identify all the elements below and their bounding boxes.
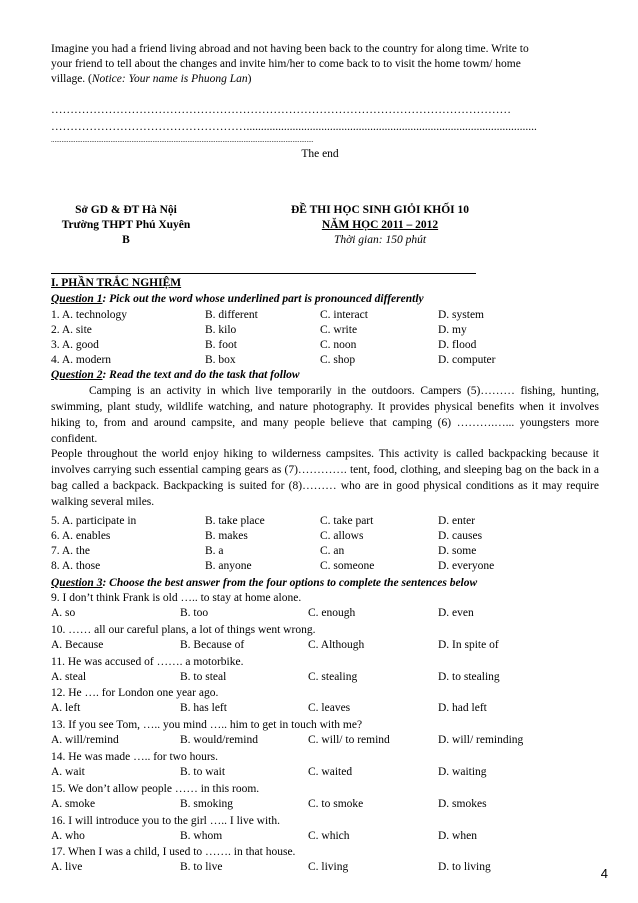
q3-item-13-option-c: C. will/ to remind (308, 734, 390, 747)
q3-item-13-option-a: A. will/remind (51, 734, 119, 747)
q3-item-11-option-d: D. to stealing (438, 670, 500, 683)
q3-item-10-stem: 10. …… all our careful plans, a lot of things went wrong. (51, 623, 316, 636)
q3-item-14-option-d: D. waiting (438, 766, 487, 778)
school-year: NĂM HỌC 2011 – 2012 (321, 219, 439, 231)
answer-dots-3: ...................................................................................................................................................... (51, 136, 314, 144)
page-number: 4 (600, 866, 608, 881)
q3-item-12-option-b: B. has left (180, 702, 227, 715)
q2-row-1-option-b: B. take place (205, 515, 265, 527)
header-school-b: B (122, 234, 130, 246)
q1-row-2-option-b: B. kilo (205, 324, 237, 336)
q1-row-3-option-c: C. noon (320, 339, 357, 351)
q2-row-3-option-b: B. a (205, 545, 224, 557)
q2-row-2-option-a: 6. A. enables (51, 530, 111, 542)
q3-item-16-option-d: D. when (438, 829, 477, 842)
the-end: The end (301, 148, 339, 160)
q3-item-14-stem: 14. He was made ….. for two hours. (51, 751, 219, 763)
q3-item-13-option-d: D. will/ reminding (438, 734, 524, 747)
reading-paragraph-2: People throughout the world enjoy hiking to wilderness campsites. This activity is called backpacking because it involves carrying such essential camping gears as (7)…………. tent, food, clothing, and sleeping bag on the back in a bag called a backpack. Backpacking is suited for (8)……… who are in good physical conditions as it may require walking several miles. (51, 448, 599, 508)
q3-item-9-option-a: A. so (51, 607, 76, 619)
q2-row-2-option-d: D. causes (438, 530, 483, 542)
q3-item-16-option-c: C. which (308, 829, 350, 842)
answer-dots-1: ………………………………………………………………………………………………………… (51, 104, 511, 116)
reading-paragraph-1: Camping is an activity in which live temporarily in the outdoors. Campers (5)……… fishing, hunting, swimming, plant study, wildlife watching, and nature photography. It provides physical benefits when it involves hiking to, from and around campsite, and many people believe that camping (6) ……….…... youngsters more confident. (51, 385, 599, 445)
q1-row-1-option-c: C. interact (320, 309, 368, 321)
q1-row-2-option-d: D. my (438, 324, 467, 336)
answer-dots-2: ……………………………………………..................................................................................................... (51, 121, 537, 133)
q3-item-10-option-b: B. Because of (180, 638, 245, 651)
divider (51, 273, 476, 274)
q3-item-9-option-b: B. too (180, 607, 209, 619)
q1-row-2-option-c: C. write (320, 324, 358, 336)
q1-row-3-option-d: D. flood (438, 339, 477, 351)
q2-row-4-option-d: D. everyone (438, 560, 495, 572)
q3-item-11-option-a: A. steal (51, 670, 87, 683)
q2-row-4-option-b: B. anyone (205, 560, 252, 572)
q2-row-4-option-a: 8. A. those (51, 560, 101, 572)
q3-item-12-option-a: A. left (51, 702, 81, 715)
q3-item-11-option-c: C. stealing (308, 670, 358, 683)
q1-row-3-option-b: B. foot (205, 339, 237, 351)
q3-item-12-option-d: D. had left (438, 702, 487, 715)
q3-item-15-option-a: A. smoke (51, 797, 96, 810)
q1-row-3-option-a: 3. A. good (51, 339, 99, 351)
q3-item-17-option-c: C. living (308, 861, 349, 874)
q2-row-3-option-d: D. some (438, 545, 477, 557)
q3-item-12-stem: 12. He …. for London one year ago. (51, 687, 219, 700)
q1-row-1-option-a: 1. A. technology (51, 309, 128, 321)
q3-item-11-option-b: B. to steal (180, 670, 227, 683)
question-2-title: Question 2: Read the text and do the task that follow (51, 369, 300, 381)
q2-row-1-option-d: D. enter (438, 515, 476, 527)
exam-duration: Thời gian: 150 phút (333, 234, 427, 246)
q3-item-13-option-b: B. would/remind (180, 734, 258, 747)
q3-item-17-option-d: D. to living (438, 861, 491, 874)
q2-row-1-option-c: C. take part (320, 515, 374, 527)
intro-line-3: village. (Notice: Your name is Phuong Lan) (51, 73, 252, 85)
q3-item-9-option-c: C. enough (308, 607, 356, 619)
q3-item-16-option-b: B. whom (180, 829, 223, 842)
q1-row-4-option-a: 4. A. modern (51, 354, 112, 366)
q3-item-14-option-b: B. to wait (180, 766, 226, 778)
q1-row-4-option-b: B. box (205, 354, 236, 366)
q3-item-17-option-b: B. to live (180, 861, 223, 874)
exam-title: ĐỀ THI HỌC SINH GIỎI KHỐI 10 (290, 204, 470, 216)
q2-row-1-option-a: 5. A. participate in (51, 515, 137, 527)
q3-item-16-option-a: A. who (51, 829, 85, 842)
q2-row-4-option-c: C. someone (320, 560, 375, 572)
q1-row-1-option-d: D. system (438, 309, 484, 321)
question-3-title: Question 3: Choose the best answer from the four options to complete the sentences below (51, 577, 478, 589)
q3-item-15-option-d: D. smokes (438, 797, 487, 810)
q3-item-9-stem: 9. I don’t think Frank is old ….. to stay at home alone. (51, 592, 302, 604)
intro-line-1: Imagine you had a friend living abroad and not having been back to the country for along time. Write to (51, 43, 529, 55)
q3-item-11-stem: 11. He was accused of ……. a motorbike. (51, 655, 244, 668)
q2-row-2-option-c: C. allows (320, 530, 364, 542)
q1-row-1-option-b: B. different (205, 309, 258, 321)
q1-row-4-option-d: D. computer (438, 354, 496, 366)
section-title: I. PHẦN TRẮC NGHIỆM (51, 277, 182, 289)
q2-row-2-option-b: B. makes (205, 530, 248, 542)
q3-item-17-option-a: A. live (51, 861, 83, 874)
q3-item-10-option-a: A. Because (51, 638, 104, 651)
q3-item-15-option-b: B. smoking (180, 797, 234, 810)
q3-item-9-option-d: D. even (438, 607, 474, 619)
header-school: Trường THPT Phú Xuyên (61, 219, 191, 231)
q3-item-10-option-c: C. Although (308, 638, 365, 651)
q3-item-10-option-d: D. In spite of (438, 638, 499, 651)
q3-item-14-option-a: A. wait (51, 766, 85, 778)
q3-item-12-option-c: C. leaves (308, 702, 351, 715)
q3-item-17-stem: 17. When I was a child, I used to ……. in that house. (51, 846, 296, 859)
question-1-title: Question 1: Pick out the word whose underlined part is pronounced differently (51, 293, 424, 305)
q3-item-15-stem: 15. We don’t allow people …… in this room. (51, 782, 260, 795)
q1-row-4-option-c: C. shop (320, 354, 356, 366)
q3-item-14-option-c: C. waited (308, 766, 353, 778)
q3-item-16-stem: 16. I will introduce you to the girl ….. I live with. (51, 814, 281, 827)
header-dept: Sở GD & ĐT Hà Nội (75, 204, 177, 216)
q2-row-3-option-a: 7. A. the (51, 545, 90, 557)
q3-item-13-stem: 13. If you see Tom, ….. you mind ….. him to get in touch with me? (51, 719, 363, 732)
q3-item-15-option-c: C. to smoke (308, 797, 364, 810)
intro-line-2: your friend to tell about the changes and invite him/her to come back to to visit the home towm/ home (51, 58, 521, 70)
q2-row-3-option-c: C. an (320, 545, 345, 557)
q1-row-2-option-a: 2. A. site (51, 324, 92, 336)
